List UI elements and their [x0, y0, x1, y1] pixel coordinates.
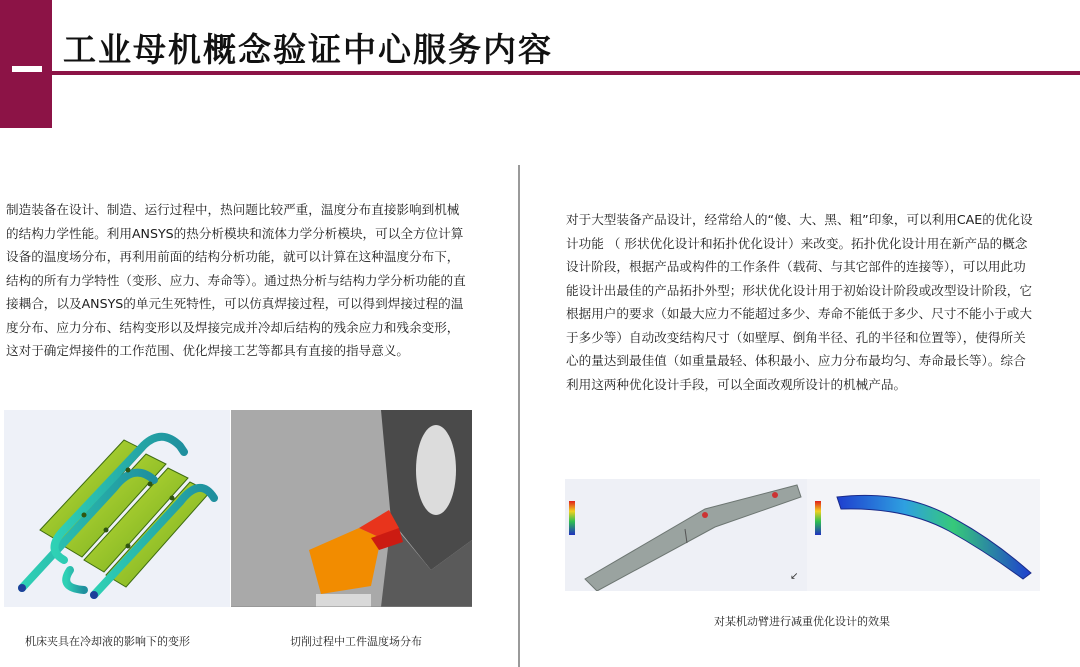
- page-title: 工业母机概念验证中心服务内容: [63, 30, 553, 69]
- thermal-analysis-paragraph: 制造装备在设计、制造、运行过程中，热问题比较严重，温度分布直接影响到机械的结构力学性能。利用ANSYS的热分析模块和流体力学分析模块，可以全方位计算设备的温度场分布，再利用前面的结构分析功能，就可以计算在这种温度分布下，结构的所有力学特性（变形、应力、寿命等）。通过热分析与结构力学分析功能的直接耦合，以及ANSYS的单元生死特性，可以仿真焊接过程，可以得到焊接过程的温度分布、应力分布、结构变形以及焊接完成并冷却后结构的残余应力和残余变形，这对于确定焊接件的工作范围、优化焊接工艺等都具有直接的指导意义。: [6, 202, 466, 358]
- column-divider: [518, 165, 520, 667]
- title-accent-block: [0, 0, 52, 128]
- header-rule: [52, 71, 1080, 75]
- boom-optimization-caption: 对某机动臂进行减重优化设计的效果: [714, 615, 890, 628]
- cooling-fixture-caption: 机床夹具在冷却液的影响下的变形: [25, 635, 190, 648]
- accent-dash: [12, 66, 42, 72]
- svg-text:↙: ↙: [790, 571, 799, 582]
- optimization-paragraph: 对于大型装备产品设计，经常给人的“傻、大、黑、粗”印象，可以利用CAE的优化设计功能 （ 形状优化设计和拓扑优化设计）来改变。拓扑优化设计用在新产品的概念设计阶段，根据产品或构件的工作条件（载荷、与其它部件的连接等），可以用此功能设计出最佳的产品拓扑外型；形状优化设计用于初始设计阶段或改型设计阶段，它根据用户的要求（如最大应力不能超过多少、寿命不能低于多少、尺寸不能小于或大于多少等）自动改变结构尺寸（如壁厚、倒角半径、孔的半径和位置等），使得所关心的量达到最佳值（如重量最轻、体积最小、应力分布最均匀、寿命最长等）。综合利用这两种优化设计手段，可以全面改观所设计的机械产品。: [566, 212, 1033, 392]
- cutting-temperature-caption: 切削过程中工件温度场分布: [290, 635, 422, 648]
- cooling-fixture-image: [4, 410, 230, 607]
- cutting-temperature-image: [231, 410, 472, 607]
- boom-optimization-image: [565, 479, 1040, 591]
